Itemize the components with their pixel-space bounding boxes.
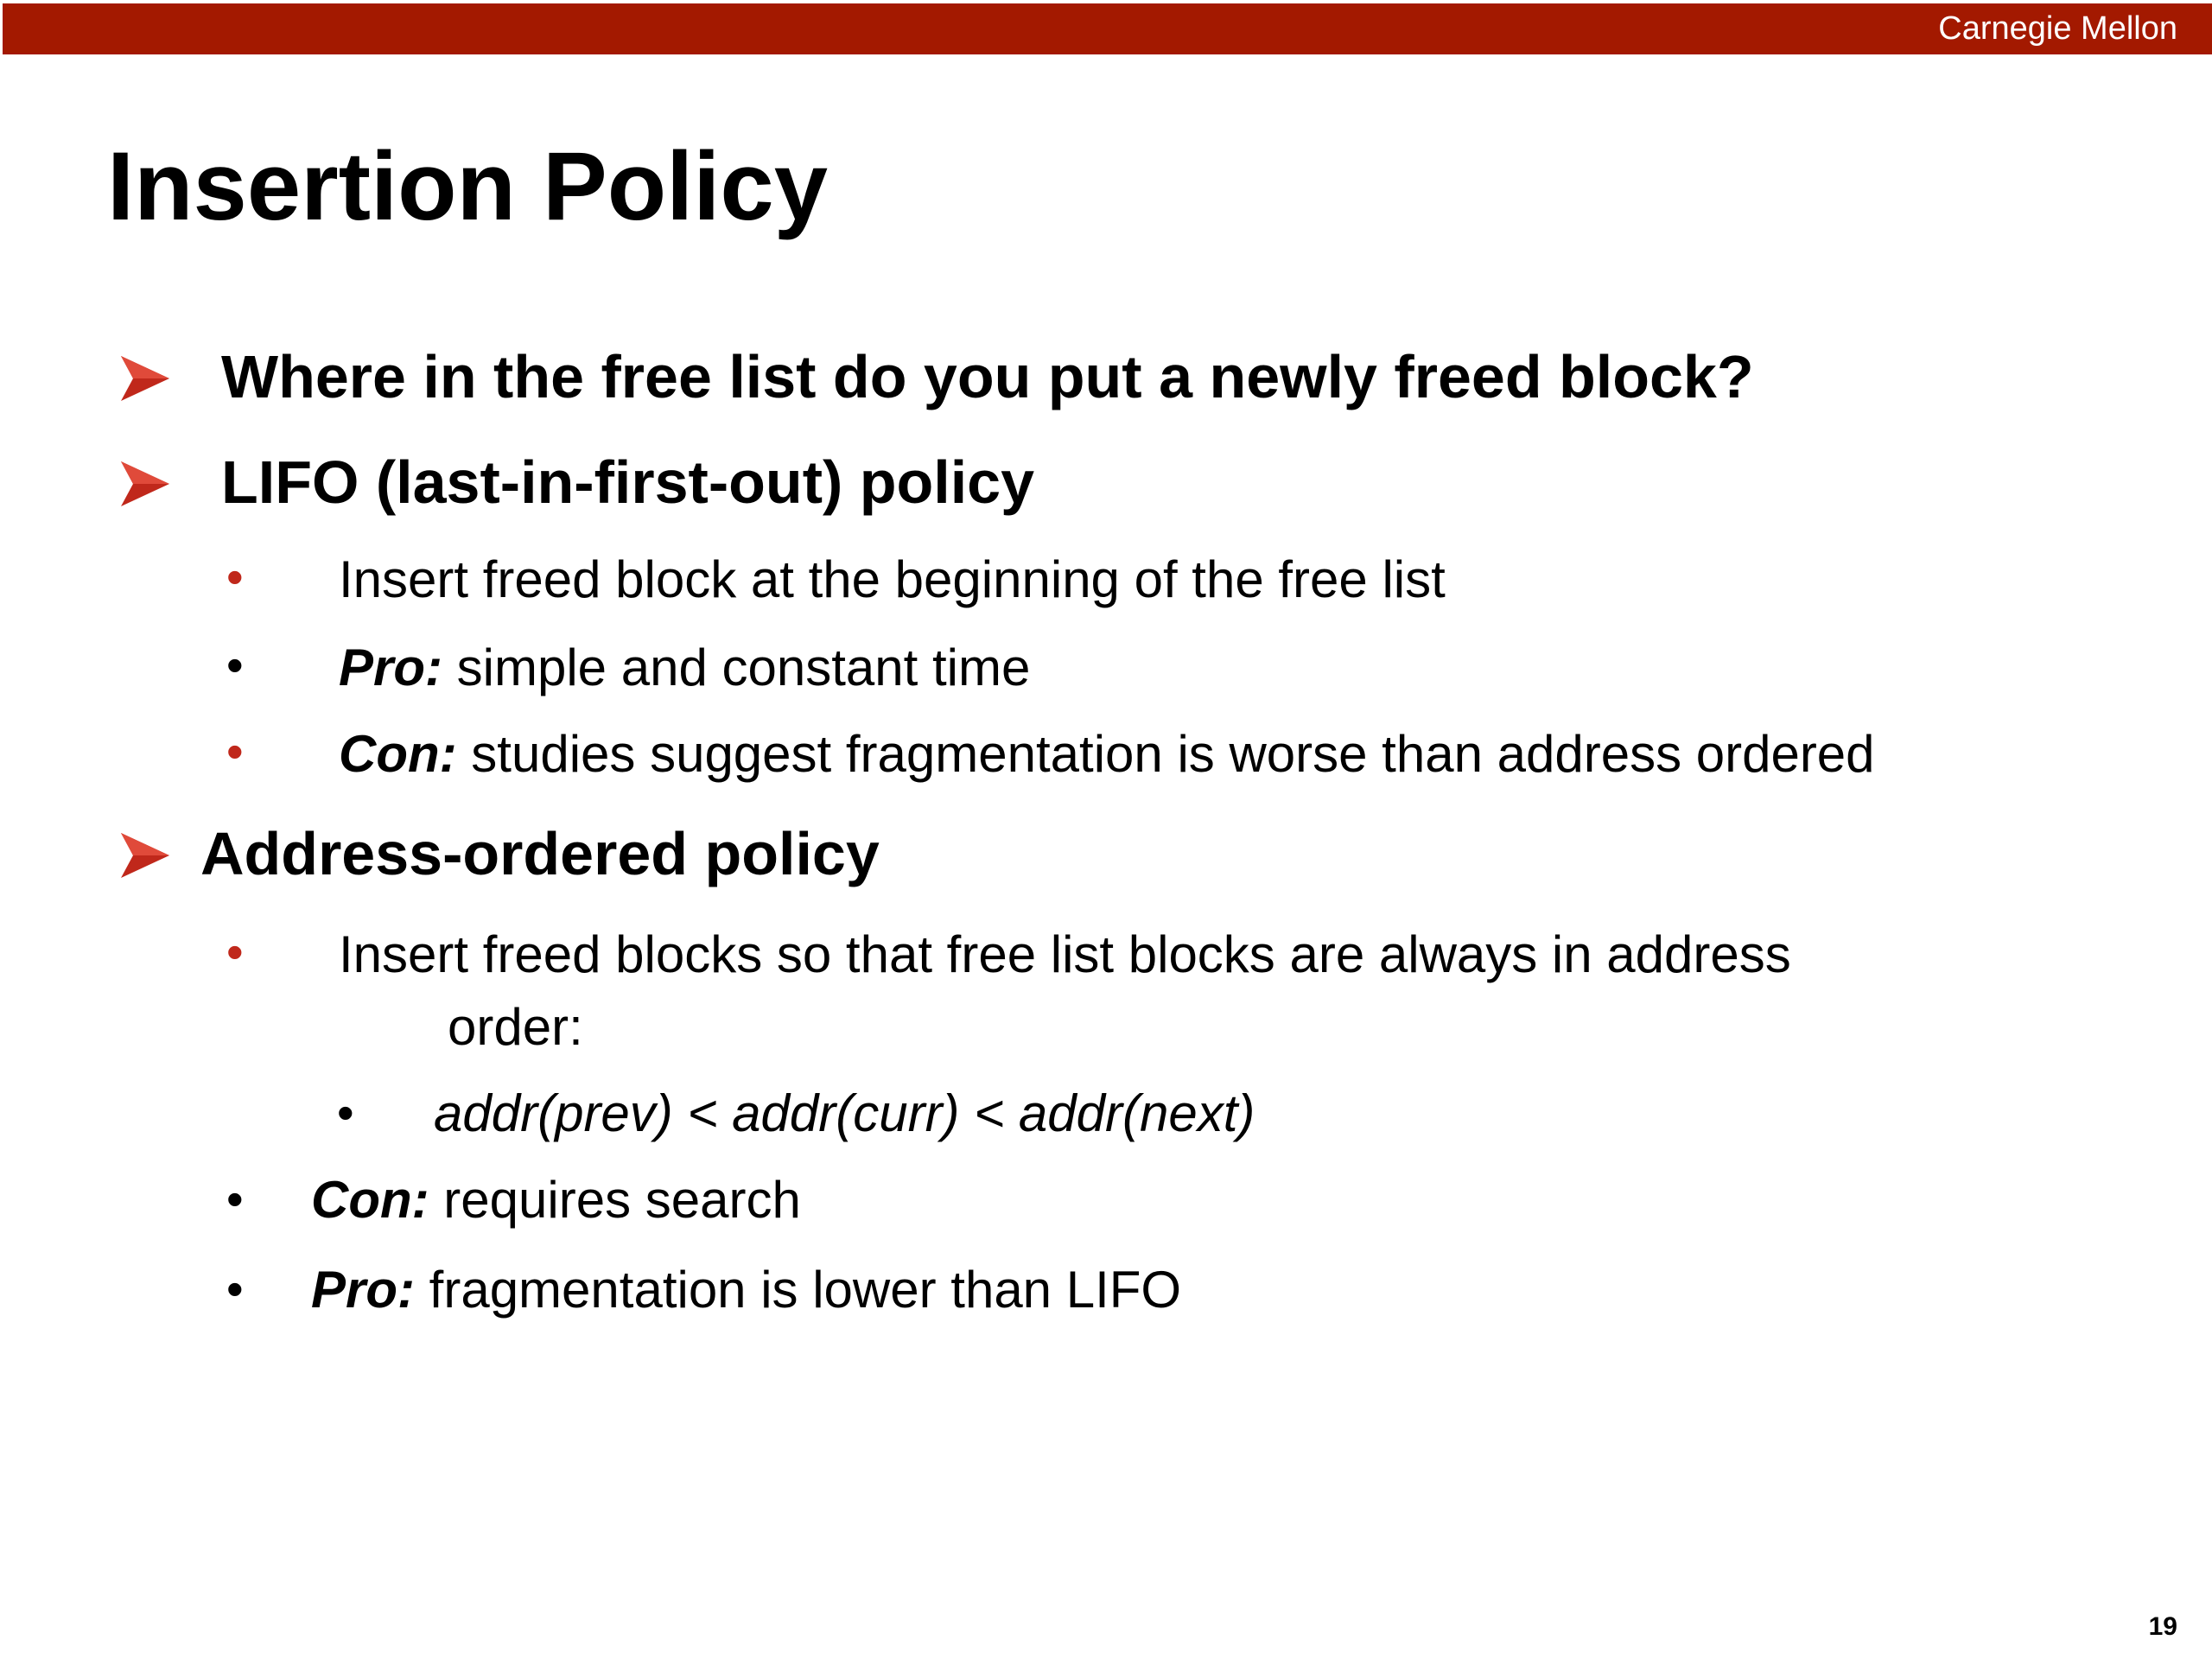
arrow-bullet-icon bbox=[119, 830, 171, 881]
con-text: studies suggest fragmentation is worse than address ordered bbox=[456, 725, 1875, 783]
brand-label: Carnegie Mellon bbox=[1938, 10, 2177, 47]
page-number: 19 bbox=[2148, 1612, 2177, 1641]
dot-bullet-icon: • bbox=[226, 1172, 244, 1226]
arrow-bullet-icon bbox=[119, 353, 171, 404]
dot-bullet-icon: • bbox=[226, 550, 244, 604]
dot-bullet-icon: • bbox=[226, 1262, 244, 1316]
list-item-address-con bbox=[311, 1170, 801, 1230]
pro-text: fragmentation is lower than LIFO bbox=[415, 1261, 1182, 1319]
con-text: requires search bbox=[429, 1171, 801, 1229]
list-item-insert-beginning: Insert freed block at the beginning of the free list bbox=[339, 550, 1446, 608]
list-item-free-list-question: Where in the free list do you put a newly freed block? bbox=[221, 343, 1754, 410]
dot-bullet-icon: • bbox=[226, 925, 244, 979]
list-item-lifo-con bbox=[339, 724, 1875, 784]
dot-bullet-icon: • bbox=[337, 1085, 354, 1140]
header-bar bbox=[3, 3, 2212, 54]
con-label: Con: bbox=[339, 725, 457, 783]
slide-title: Insertion Policy bbox=[107, 132, 828, 240]
pro-label: Pro: bbox=[339, 639, 442, 696]
list-item-lifo-pro bbox=[339, 638, 1030, 697]
arrow-bullet-icon bbox=[119, 458, 171, 510]
list-item-lifo-policy: LIFO (last-in-first-out) policy bbox=[221, 448, 1035, 516]
list-item-address-comparison: addr(prev) < addr(curr) < addr(next) bbox=[434, 1084, 1255, 1142]
con-label: Con: bbox=[311, 1171, 429, 1229]
pro-text: simple and constant time bbox=[442, 639, 1031, 696]
pro-label: Pro: bbox=[311, 1261, 415, 1319]
dot-bullet-icon: • bbox=[226, 638, 244, 692]
dot-bullet-icon: • bbox=[226, 724, 244, 779]
list-item-address-pro bbox=[311, 1260, 1181, 1319]
list-item-insert-address-order: Insert freed blocks so that free list blocks are always in address bbox=[339, 925, 1791, 983]
list-item-insert-address-order-continuation: order: bbox=[448, 998, 583, 1056]
list-item-address-ordered-policy: Address-ordered policy bbox=[200, 820, 880, 887]
